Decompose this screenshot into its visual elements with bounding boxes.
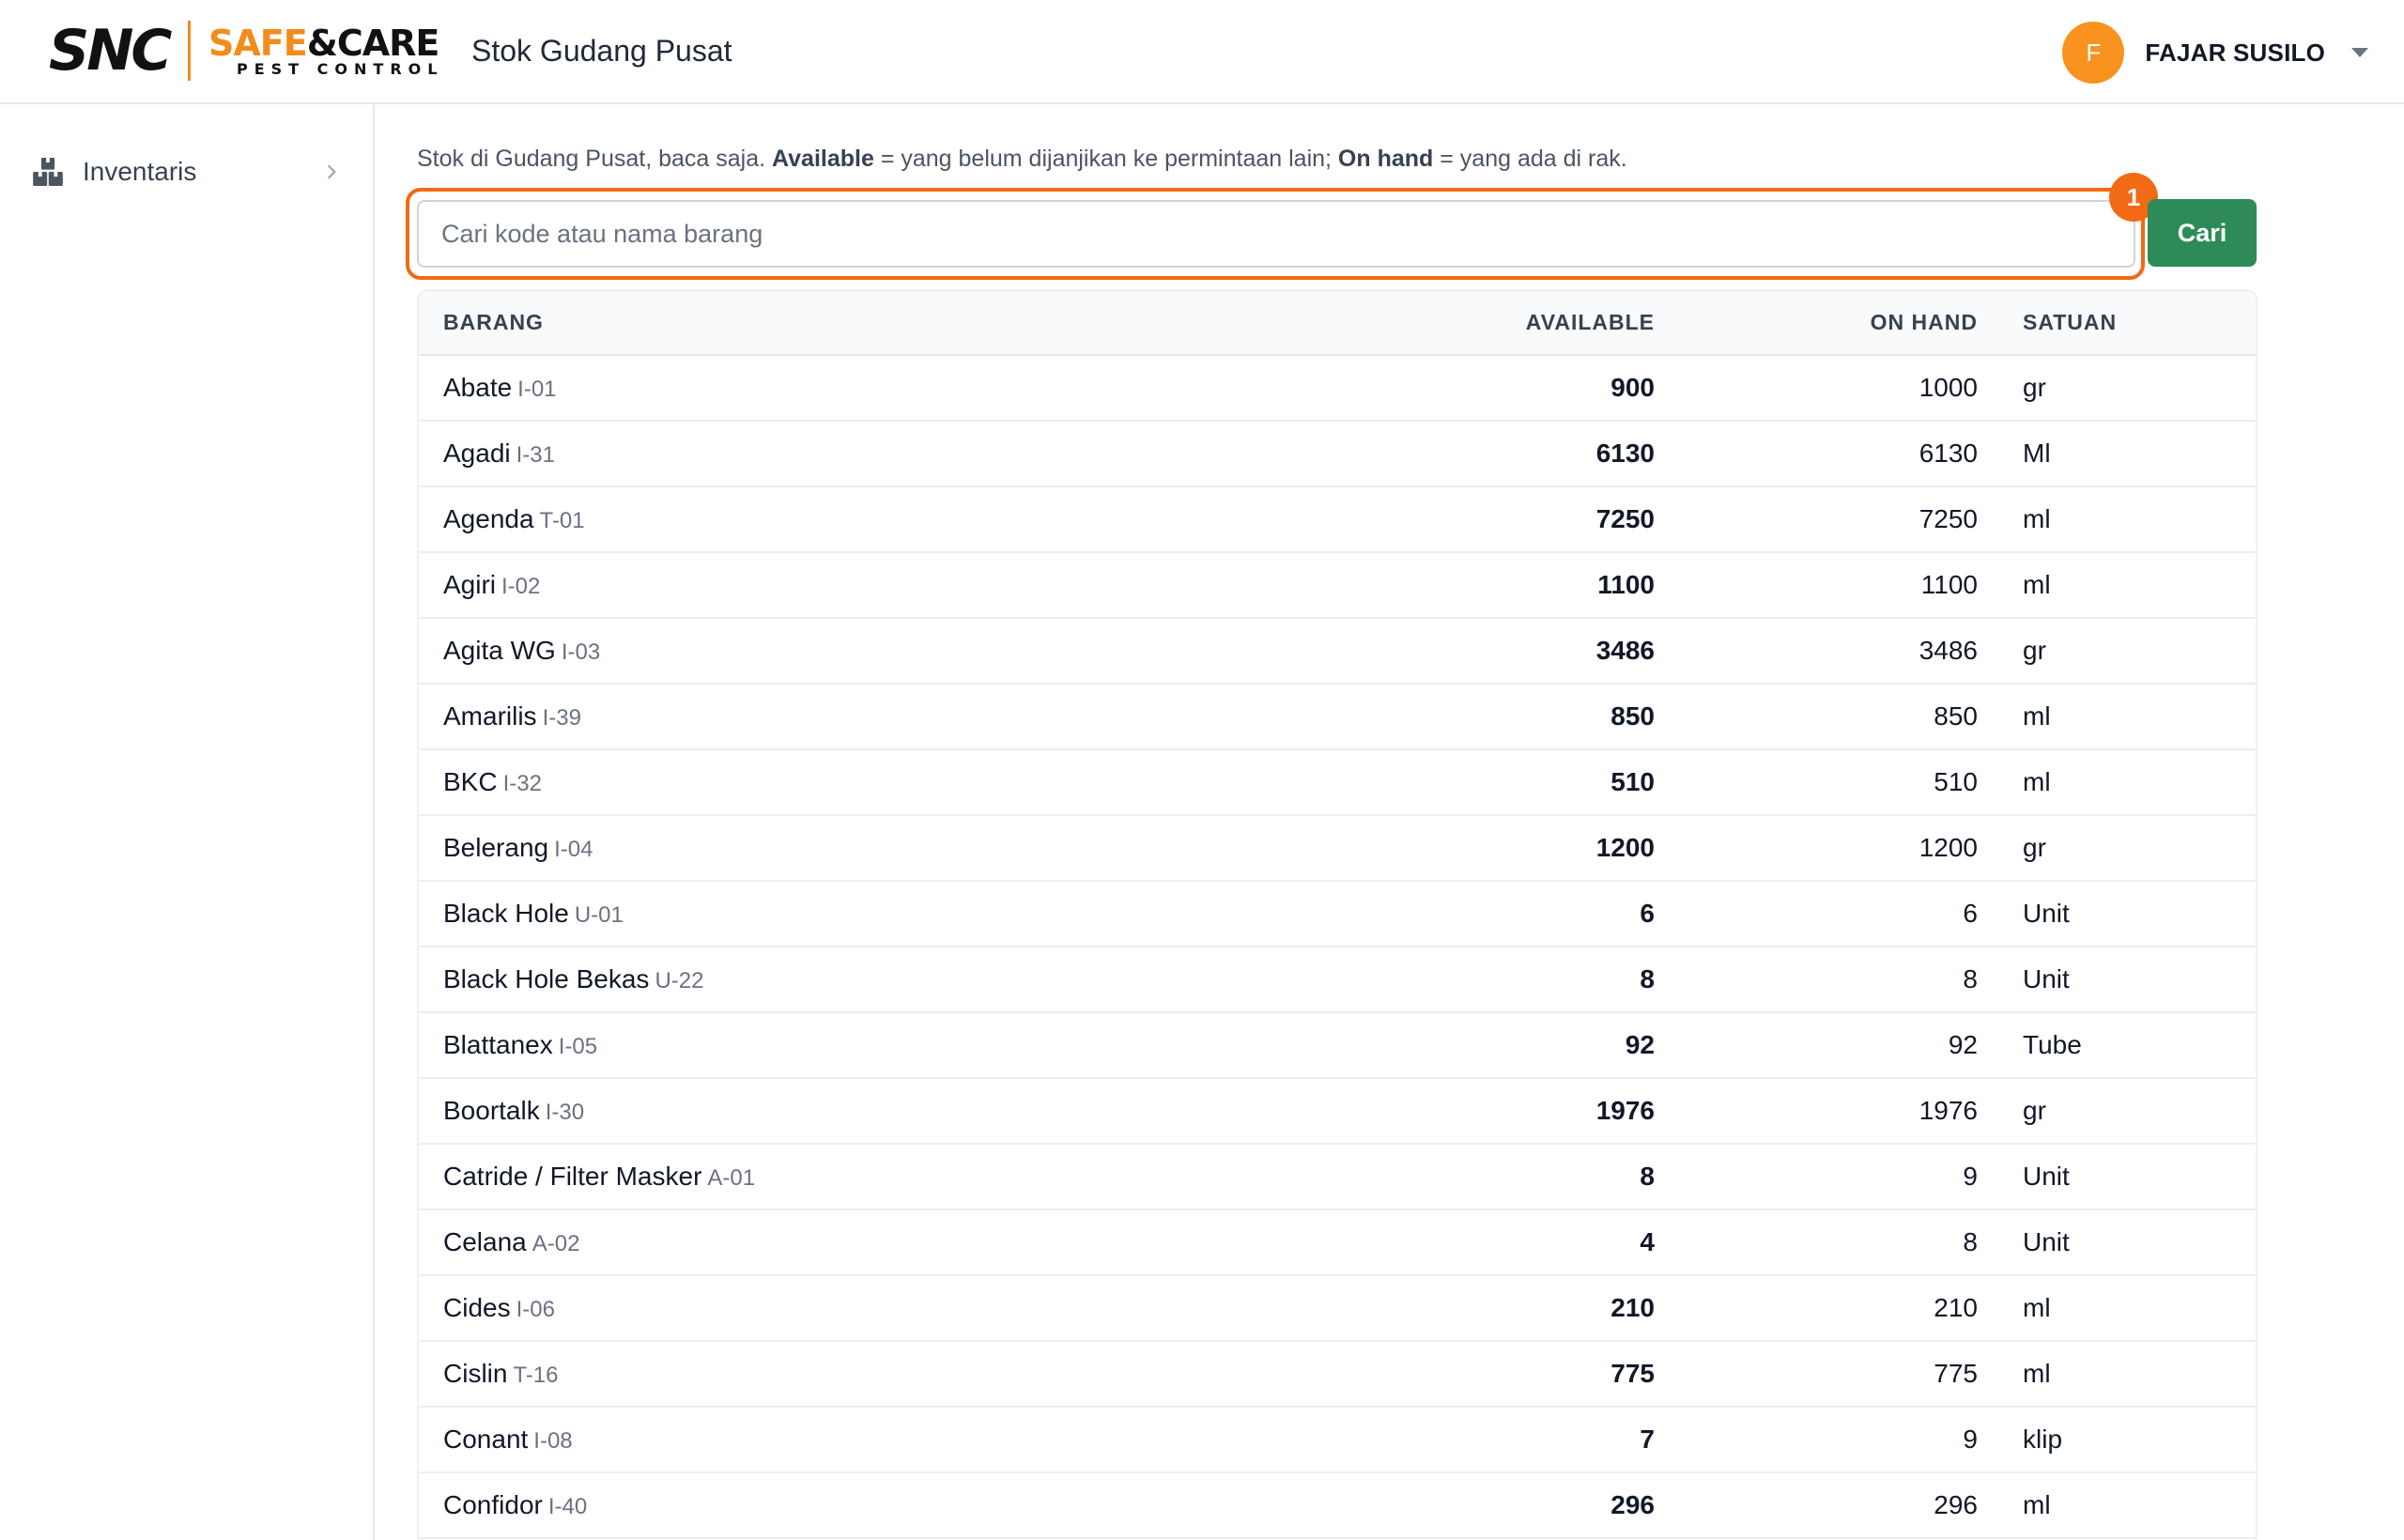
cell-available: 92	[1332, 1012, 1655, 1078]
cell-on-hand: 210	[1655, 1275, 1978, 1341]
cell-item	[419, 1144, 1332, 1209]
logo-snc: SNC	[49, 18, 170, 84]
cell-on-hand: 850	[1655, 684, 1978, 749]
cell-unit: ml	[1978, 684, 2256, 749]
logo-brand	[208, 24, 439, 62]
cell-unit: ml	[1978, 1275, 2256, 1341]
item-code: I-04	[554, 837, 593, 862]
cell-available: 775	[1332, 1341, 1655, 1407]
cell-on-hand: 9	[1655, 1407, 1978, 1472]
col-header-unit[interactable]: SATUAN	[1978, 291, 2256, 355]
cell-unit: Unit	[1978, 947, 2256, 1012]
item-code: U-22	[655, 968, 704, 993]
col-header-available[interactable]: AVAILABLE	[1332, 291, 1655, 355]
cell-on-hand: 296	[1655, 1472, 1978, 1538]
cell-available: 1100	[1332, 552, 1655, 618]
cell-on-hand: 6	[1655, 881, 1978, 947]
logo-brand-care: CARE	[336, 23, 439, 64]
logo-divider	[188, 21, 191, 81]
cell-item	[419, 355, 1332, 421]
cell-item	[419, 1407, 1332, 1472]
item-code: I-06	[516, 1297, 555, 1322]
page-description	[417, 144, 1627, 174]
item-name: Celana	[443, 1227, 527, 1256]
table-body	[419, 355, 2256, 1538]
cell-item	[419, 1472, 1332, 1538]
table-row[interactable]	[419, 355, 2256, 421]
item-name: Blattanex	[443, 1030, 553, 1059]
cell-on-hand: 3486	[1655, 618, 1978, 684]
cell-available: 6	[1332, 881, 1655, 947]
item-code: T-01	[539, 508, 585, 533]
cell-available: 8	[1332, 1144, 1655, 1209]
cell-unit: ml	[1978, 486, 2256, 552]
cell-available: 510	[1332, 749, 1655, 815]
cell-on-hand: 8	[1655, 947, 1978, 1012]
item-code: I-02	[501, 574, 541, 599]
table-row[interactable]	[419, 684, 2256, 749]
table-row[interactable]	[419, 1341, 2256, 1407]
item-name: Agadi	[443, 439, 511, 468]
item-code: I-30	[545, 1100, 585, 1125]
table-row[interactable]	[419, 749, 2256, 815]
boxes-icon	[30, 154, 66, 190]
cell-on-hand: 510	[1655, 749, 1978, 815]
item-code: A-02	[532, 1231, 580, 1256]
table-row[interactable]	[419, 881, 2256, 947]
desc-term-available: Available	[772, 146, 874, 172]
cell-available: 900	[1332, 355, 1655, 421]
cell-unit: gr	[1978, 355, 2256, 421]
chevron-down-icon	[2351, 48, 2368, 57]
cell-item	[419, 486, 1332, 552]
cell-available: 210	[1332, 1275, 1655, 1341]
cell-unit: gr	[1978, 618, 2256, 684]
table-header-row	[419, 291, 2256, 355]
cell-unit: Tube	[1978, 1012, 2256, 1078]
item-name: Boortalk	[443, 1096, 540, 1125]
table-row[interactable]	[419, 1275, 2256, 1341]
cell-on-hand: 9	[1655, 1144, 1978, 1209]
cell-unit: ml	[1978, 749, 2256, 815]
desc-intro: Stok di Gudang Pusat, baca saja.	[417, 146, 773, 172]
step-badge: 1	[2109, 173, 2158, 222]
cell-item	[419, 421, 1332, 486]
cell-available: 7	[1332, 1407, 1655, 1472]
col-header-on-hand[interactable]: ON HAND	[1655, 291, 1978, 355]
cell-unit: gr	[1978, 1078, 2256, 1144]
cell-item	[419, 881, 1332, 947]
col-header-item[interactable]: BARANG	[419, 291, 1332, 355]
sidebar	[0, 104, 375, 1540]
cell-on-hand: 1976	[1655, 1078, 1978, 1144]
cell-on-hand: 1200	[1655, 815, 1978, 881]
item-name: Agiri	[443, 570, 497, 599]
chevron-right-icon	[323, 163, 340, 180]
cell-unit: gr	[1978, 815, 2256, 881]
item-name: Conant	[443, 1424, 529, 1454]
cell-item	[419, 1275, 1332, 1341]
top-bar	[0, 0, 2404, 104]
cell-on-hand: 7250	[1655, 486, 1978, 552]
table-row[interactable]	[419, 552, 2256, 618]
cell-unit: klip	[1978, 1407, 2256, 1472]
item-name: Catride / Filter Masker	[443, 1162, 702, 1191]
cell-item	[419, 1341, 1332, 1407]
item-code: I-03	[561, 639, 601, 665]
cell-unit: Ml	[1978, 421, 2256, 486]
item-name: BKC	[443, 767, 498, 796]
cell-available: 4	[1332, 1209, 1655, 1275]
page-title: Stok Gudang Pusat	[471, 34, 732, 68]
cell-available: 8	[1332, 947, 1655, 1012]
item-name: Abate	[443, 373, 513, 402]
avatar: F	[2062, 22, 2124, 84]
cell-available: 7250	[1332, 486, 1655, 552]
logo-brand-safe: SAFE	[208, 23, 307, 64]
item-code: I-08	[533, 1428, 573, 1454]
item-name: Cides	[443, 1293, 511, 1322]
item-code: I-32	[502, 771, 542, 796]
stock-table	[417, 289, 2258, 1540]
search-input[interactable]	[417, 200, 2135, 268]
table-row[interactable]	[419, 486, 2256, 552]
item-code: I-01	[517, 377, 557, 402]
user-menu[interactable]	[2062, 22, 2368, 84]
table-row[interactable]	[419, 618, 2256, 684]
cell-available: 6130	[1332, 421, 1655, 486]
cell-unit: Unit	[1978, 881, 2256, 947]
cell-unit: ml	[1978, 1472, 2256, 1538]
sidebar-item-inventaris[interactable]	[30, 142, 340, 202]
cell-item	[419, 749, 1332, 815]
company-logo[interactable]	[49, 18, 444, 84]
sidebar-item-label: Inventaris	[83, 157, 197, 186]
cell-item	[419, 684, 1332, 749]
table-row[interactable]	[419, 1144, 2256, 1209]
cell-unit: ml	[1978, 1341, 2256, 1407]
item-code: A-01	[707, 1165, 756, 1191]
cell-available: 296	[1332, 1472, 1655, 1538]
item-code: I-39	[542, 705, 581, 731]
cell-available: 1200	[1332, 815, 1655, 881]
item-name: Confidor	[443, 1490, 543, 1519]
item-code: T-16	[513, 1363, 559, 1388]
table-row[interactable]	[419, 1407, 2256, 1472]
item-code: I-31	[516, 442, 555, 468]
item-name: Agenda	[443, 504, 534, 533]
item-name: Belerang	[443, 833, 549, 862]
table-row[interactable]	[419, 1078, 2256, 1144]
cell-on-hand: 775	[1655, 1341, 1978, 1407]
cell-unit: Unit	[1978, 1209, 2256, 1275]
item-code: I-05	[558, 1034, 598, 1059]
cell-on-hand: 6130	[1655, 421, 1978, 486]
logo-brand-amp: &	[306, 23, 337, 64]
table-row[interactable]	[419, 815, 2256, 881]
table-row[interactable]	[419, 947, 2256, 1012]
cell-item	[419, 1078, 1332, 1144]
item-name: Agita WG	[443, 636, 556, 665]
item-code: U-01	[574, 902, 624, 928]
cell-item	[419, 947, 1332, 1012]
cell-unit: Unit	[1978, 1144, 2256, 1209]
item-name: Black Hole Bekas	[443, 964, 650, 993]
user-name: FAJAR SUSILO	[2145, 38, 2325, 67]
item-name: Black Hole	[443, 899, 569, 928]
desc-def-onhand: = yang ada di rak.	[1433, 146, 1627, 172]
cell-on-hand: 1000	[1655, 355, 1978, 421]
item-code: I-40	[547, 1494, 588, 1519]
cell-unit: ml	[1978, 552, 2256, 618]
cell-available: 3486	[1332, 618, 1655, 684]
cell-item	[419, 552, 1332, 618]
cell-on-hand: 8	[1655, 1209, 1978, 1275]
cell-item	[419, 1012, 1332, 1078]
cell-on-hand: 1100	[1655, 552, 1978, 618]
desc-def-available: = yang belum dijanjikan ke permintaan lain;	[873, 146, 1338, 172]
cell-available: 850	[1332, 684, 1655, 749]
table-row[interactable]	[419, 421, 2256, 486]
table-row[interactable]	[419, 1472, 2256, 1538]
cell-item	[419, 815, 1332, 881]
cell-item	[419, 1209, 1332, 1275]
table-row[interactable]	[419, 1012, 2256, 1078]
table-row[interactable]	[419, 1209, 2256, 1275]
item-name: Amarilis	[443, 701, 537, 731]
cell-on-hand: 92	[1655, 1012, 1978, 1078]
item-name: Cislin	[443, 1359, 508, 1388]
desc-term-onhand: On hand	[1337, 146, 1434, 172]
logo-tagline: PEST CONTROL	[237, 60, 444, 78]
cell-available: 1976	[1332, 1078, 1655, 1144]
cell-item	[419, 618, 1332, 684]
search-button[interactable]: Cari	[2148, 199, 2257, 267]
